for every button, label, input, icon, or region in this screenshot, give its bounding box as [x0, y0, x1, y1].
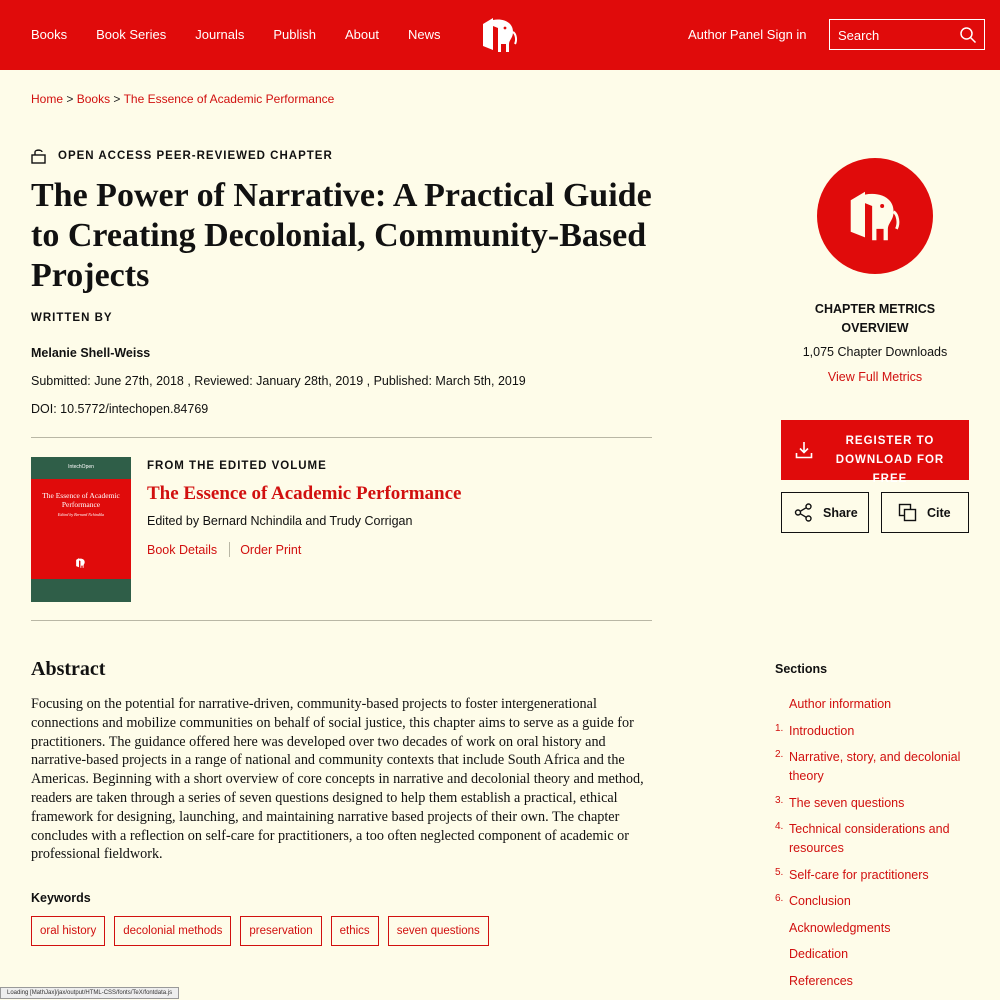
share-button[interactable] [781, 492, 869, 533]
nav-book-series[interactable]: Book Series [96, 27, 167, 42]
section-label: Self-care for practitioners [789, 868, 929, 882]
book-details-link[interactable]: Book Details [147, 542, 218, 557]
top-navigation-bar [0, 0, 1000, 70]
section-label: Introduction [789, 724, 855, 738]
keywords-heading: Keywords [31, 891, 91, 905]
download-count: 1,075 Chapter Downloads [802, 345, 948, 359]
unlock-icon [31, 148, 46, 164]
register-label-line: DOWNLOAD FOR FREE [835, 454, 945, 485]
section-link-references[interactable] [775, 972, 975, 991]
register-label [821, 432, 959, 489]
section-label: Acknowledgments [789, 921, 891, 935]
section-number: 1. [775, 723, 784, 734]
metrics-heading-line: CHAPTER METRICS [814, 302, 936, 316]
breadcrumb-current[interactable]: The Essence of Academic Performance [123, 92, 335, 106]
open-access-badge [31, 148, 333, 164]
section-link-technical[interactable] [775, 820, 975, 858]
section-link-narrative[interactable] [775, 748, 975, 786]
breadcrumb-books[interactable]: Books [76, 92, 111, 106]
search-placeholder: Search [838, 28, 880, 43]
section-link-author-information[interactable] [775, 695, 975, 714]
cite-label: Cite [927, 505, 951, 520]
section-label: Author information [789, 697, 892, 711]
chapter-metrics-heading [781, 300, 969, 338]
cite-button[interactable] [881, 492, 969, 533]
cover-publisher: IntechOpen [68, 464, 94, 470]
volume-links [147, 542, 301, 557]
abstract-text: Focusing on the potential for narrative-driven, community-based projects to foster intergenerational connections and mobilize communities on behalf of social justice, this chapter aims to serve as a guide for practitioners. The guidance offered here was developed over two decades of work on oral history and narrative-based projects in a range of national and community contexts that include South Africa and the Americas. Beginning with a short overview of core concepts in narrative and decolonial theory and method, readers are taken through a series of seven questions designed to help them establish a practical, ethical framework for designing, launching, and maintaining narrative based projects of their own. The chapter concludes with a reflection on self-care for practitioners, a too often neglected component of academic or professional fieldwork. [31, 696, 644, 863]
keyword-tag[interactable]: decolonial methods [114, 916, 231, 946]
badge-text: OPEN ACCESS PEER-REVIEWED CHAPTER [58, 150, 333, 162]
cover-editor: Edited by Bernard Nchindila [57, 512, 105, 517]
nav-books[interactable]: Books [31, 27, 68, 42]
register-download-button[interactable] [781, 420, 969, 485]
author-panel-sign-in[interactable]: Author Panel Sign in [688, 27, 807, 42]
edited-by: Edited by Bernard Nchindila and Trudy Corrigan [147, 514, 413, 528]
metrics-heading-line: OVERVIEW [841, 321, 909, 335]
section-number: 3. [775, 795, 784, 806]
nav-publish[interactable]: Publish [273, 27, 317, 42]
share-label: Share [823, 505, 858, 520]
share-icon [794, 503, 813, 522]
section-label: The seven questions [789, 796, 905, 810]
written-by-label: WRITTEN BY [31, 312, 113, 324]
nav-about[interactable]: About [345, 27, 379, 42]
section-label: References [789, 974, 853, 988]
section-label: Narrative, story, and decolonial theory [789, 750, 961, 783]
section-link-seven-questions[interactable] [775, 794, 975, 813]
book-cover[interactable] [31, 457, 131, 602]
breadcrumb [31, 92, 334, 106]
cover-title: The Essence of Academic Performance [42, 491, 120, 509]
section-label: Dedication [789, 947, 849, 961]
order-print-link[interactable]: Order Print [240, 542, 302, 557]
volume-title[interactable]: The Essence of Academic Performance [147, 483, 462, 504]
breadcrumb-separator: > [113, 92, 121, 106]
keyword-tag[interactable]: preservation [240, 916, 321, 946]
search-input[interactable] [829, 19, 985, 50]
from-volume-label: FROM THE EDITED VOLUME [147, 460, 327, 472]
doi: DOI: 10.5772/intechopen.84769 [31, 402, 209, 416]
keywords-list [31, 916, 498, 946]
keyword-tag[interactable]: seven questions [388, 916, 489, 946]
nav-news[interactable]: News [408, 27, 441, 42]
download-icon [795, 441, 813, 459]
keyword-tag[interactable]: ethics [331, 916, 379, 946]
section-number: 2. [775, 749, 784, 760]
breadcrumb-home[interactable]: Home [31, 92, 64, 106]
nav-journals[interactable]: Journals [195, 27, 245, 42]
section-link-acknowledgments[interactable] [775, 919, 975, 938]
status-bar: Loading [MathJax]/jax/output/HTML-CSS/fonts/TeX/fontdata.js [0, 987, 179, 999]
section-number: 6. [775, 893, 784, 904]
divider [31, 437, 652, 438]
author-name[interactable]: Melanie Shell-Weiss [31, 346, 151, 360]
sections-heading: Sections [775, 662, 828, 676]
section-link-introduction[interactable] [775, 722, 975, 741]
section-link-self-care[interactable] [775, 866, 975, 885]
section-link-dedication[interactable] [775, 945, 975, 964]
cover-logo-icon [75, 557, 87, 569]
section-link-conclusion[interactable] [775, 892, 975, 911]
abstract-heading: Abstract [31, 658, 106, 680]
copy-icon [898, 503, 917, 522]
link-separator [229, 542, 230, 557]
section-label: Conclusion [789, 894, 851, 908]
divider [31, 620, 652, 621]
breadcrumb-separator: > [66, 92, 74, 106]
intechopen-logo-icon [817, 158, 933, 274]
main-nav [31, 27, 470, 42]
view-full-metrics-link[interactable]: View Full Metrics [827, 370, 923, 384]
section-number: 4. [775, 821, 784, 832]
page-title: The Power of Narrative: A Practical Guide to Creating Decolonial, Community-Based Projects [31, 177, 652, 294]
search-icon[interactable] [959, 26, 977, 44]
section-label: Technical considerations and resources [789, 822, 950, 855]
intechopen-logo-icon[interactable] [479, 14, 521, 56]
publication-dates: Submitted: June 27th, 2018 , Reviewed: January 28th, 2019 , Published: March 5th, 2019 [31, 374, 526, 388]
keyword-tag[interactable]: oral history [31, 916, 105, 946]
register-label-line: REGISTER TO [845, 435, 935, 447]
section-number: 5. [775, 867, 784, 878]
